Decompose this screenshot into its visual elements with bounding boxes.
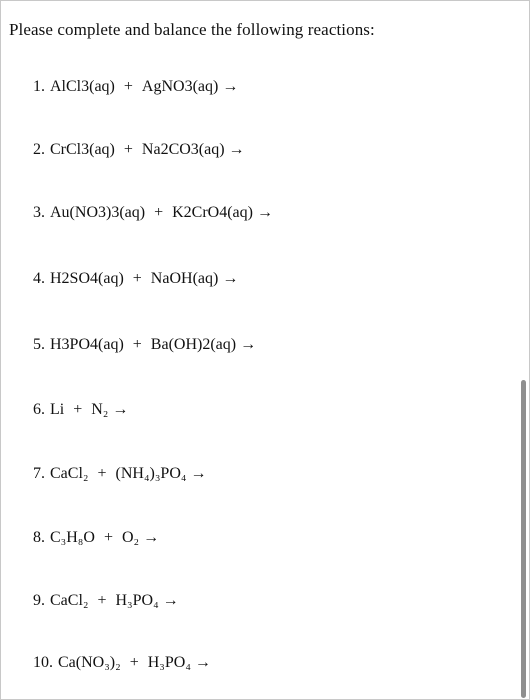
plus-sign: + (97, 592, 107, 609)
reactant-2: AgNO3(aq) (141, 78, 219, 95)
reaction-number: 4. (33, 270, 45, 287)
reaction-10 (33, 654, 211, 672)
arrow-icon: → (143, 529, 160, 546)
arrow-icon: → (222, 78, 239, 95)
reaction-6 (33, 401, 128, 419)
plus-sign: + (154, 204, 164, 221)
reaction-2 (33, 141, 245, 159)
reactant-2: H₃PO₄ (115, 592, 159, 609)
reaction-number: 8. (33, 529, 45, 546)
reactant-2: NaOH(aq) (150, 270, 219, 287)
plus-sign: + (129, 654, 139, 671)
reaction-1 (33, 78, 238, 96)
reaction-number: 6. (33, 401, 45, 418)
arrow-icon: → (256, 204, 273, 221)
reaction-5 (33, 336, 256, 354)
arrow-icon: → (222, 270, 239, 287)
reaction-9 (33, 592, 179, 610)
page-title: Please complete and balance the following reactions: (9, 20, 375, 39)
reactant-1: Ca(NO₃)₂ (58, 654, 121, 671)
reaction-7 (33, 465, 206, 483)
reactant-2: (NH₄)₃PO₄ (115, 465, 187, 482)
reaction-number: 5. (33, 336, 45, 353)
reactant-1: Au(NO3)3(aq) (50, 204, 146, 221)
reaction-number: 1. (33, 78, 45, 95)
plus-sign: + (103, 529, 113, 546)
reaction-number: 10. (33, 654, 53, 671)
plus-sign: + (123, 141, 133, 158)
reactant-1: CaCl₂ (50, 592, 89, 609)
reactant-2: H₃PO₄ (147, 654, 191, 671)
vertical-scrollbar[interactable] (521, 380, 526, 698)
arrow-icon: → (162, 592, 179, 609)
reaction-4 (33, 270, 238, 288)
reaction-number: 3. (33, 204, 45, 221)
plus-sign: + (73, 401, 83, 418)
reaction-3 (33, 204, 273, 222)
reactant-2: N₂ (91, 401, 109, 418)
plus-sign: + (132, 270, 142, 287)
reactant-2: Na2CO3(aq) (141, 141, 225, 158)
reactant-1: H3PO4(aq) (50, 336, 124, 353)
reactant-2: K2CrO4(aq) (172, 204, 253, 221)
reaction-8 (33, 529, 159, 547)
plus-sign: + (97, 465, 107, 482)
reactant-1: C₃H₈O (50, 529, 95, 546)
arrow-icon: → (194, 654, 211, 671)
reactant-1: AlCl3(aq) (50, 78, 115, 95)
reactant-1: CrCl3(aq) (50, 141, 115, 158)
reactant-1: Li (50, 401, 65, 418)
arrow-icon: → (190, 465, 207, 482)
reaction-number: 2. (33, 141, 45, 158)
reaction-number: 9. (33, 592, 45, 609)
plus-sign: + (123, 78, 133, 95)
plus-sign: + (132, 336, 142, 353)
reactant-1: CaCl₂ (50, 465, 89, 482)
reaction-number: 7. (33, 465, 45, 482)
reactant-2: O₂ (121, 529, 140, 546)
reactant-1: H2SO4(aq) (50, 270, 124, 287)
reactant-2: Ba(OH)2(aq) (150, 336, 237, 353)
arrow-icon: → (228, 141, 245, 158)
arrow-icon: → (240, 336, 257, 353)
arrow-icon: → (112, 401, 129, 418)
